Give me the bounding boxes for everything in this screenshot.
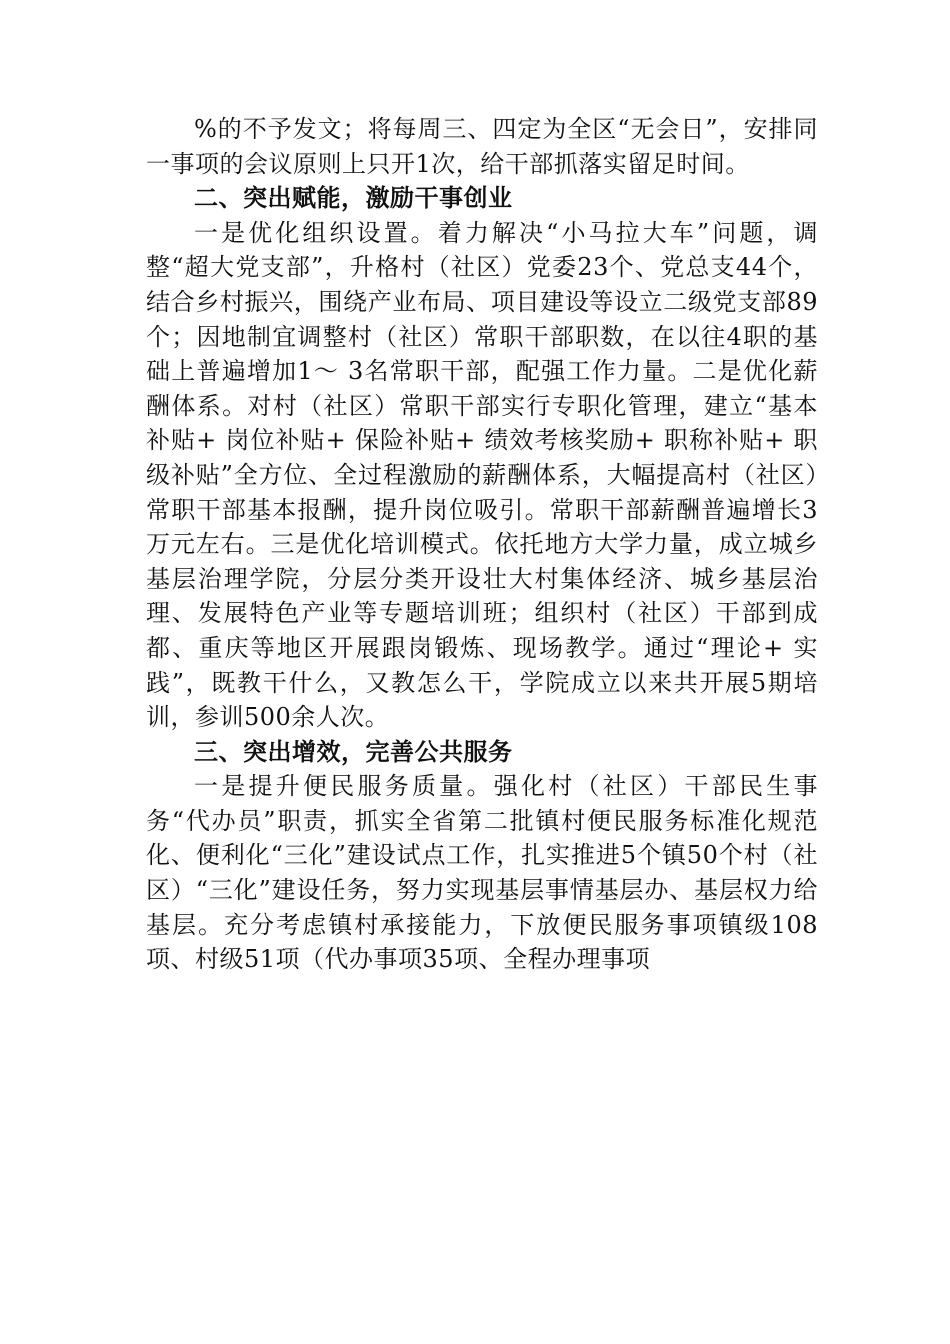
paragraph-continuation: %的不予发文；将每周三、四定为全区“无会日”，安排同一事项的会议原则上只开1次，给干部抓落实留足时间。 <box>146 115 818 178</box>
paragraph-section-2: 一是优化组织设置。着力解决“小马拉大车”问题，调整“超大党支部”，升格村（社区）党委23个、党总支44个，结合乡村振兴，围绕产业布局、项目建设等设立二级党支部89个；因地制宜调整村（社区）常职干部职数，在以往4职的基础上普遍增加1～ 3名常职干部，配强工作力量。二是优化薪酬体系。对村（社区）常职干部实行专职化管理，建立“基本补贴+ 岗位补贴+ 保险补贴+ 绩效考核奖励+ 职称补贴+ 职级补贴”全方位、全过程激励的薪酬体系，大幅提高村（社区）常职干部基本报酬，提升岗位吸引。常职干部薪酬普遍增长3万元左右。三是优化培训模式。依托地方大学力量，成立城乡基层治理学院，分层分类开设壮大村集体经济、城乡基层治理、发展特色产业等专题培训班；组织村（社区）干部到成都、重庆等地区开展跟岗锻炼、现场教学。通过“理论+ 实践”，既教干什么，又教怎么干，学院成立以来共开展5期培训，参训500余人次。 <box>146 218 818 732</box>
paragraph-section-3: 一是提升便民服务质量。强化村（社区）干部民生事务“代办员”职责，抓实全省第二批镇村便民服务标准化规范化、便利化“三化”建设试点工作，扎实推进5个镇50个村（社区）“三化”建设任务，努力实现基层事情基层办、基层权力给基层。充分考虑镇村承接能力，下放便民服务事项镇级108项、村级51项（代办事项35项、全程办理事项 <box>146 772 818 974</box>
document-body <box>146 112 818 977</box>
section-heading-3: 三、突出增效，完善公共服务 <box>194 737 513 766</box>
section-heading-2: 二、突出赋能，激励干事创业 <box>194 184 513 213</box>
